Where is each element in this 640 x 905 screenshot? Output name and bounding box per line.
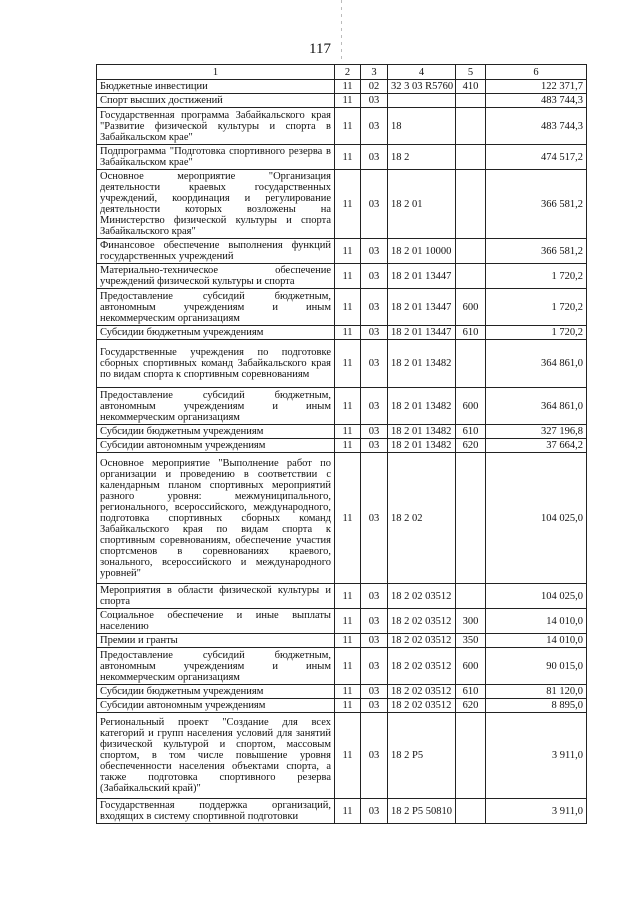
- row-target-code: 18 2 01 10000: [388, 239, 456, 264]
- row-target-code: 18 2 02 03512: [388, 685, 456, 699]
- row-name: Социальное обеспечение и иные выплаты населению: [97, 609, 335, 634]
- row-target-code: 18: [388, 108, 456, 145]
- row-name: Предоставление субсидий бюджетным, автономным учреждениям и иным некоммерческим организациям: [97, 388, 335, 425]
- table-body: [97, 65, 587, 824]
- header-cell: 4: [388, 65, 456, 80]
- header-cell: 1: [97, 65, 335, 80]
- row-amount: 483 744,3: [486, 94, 587, 108]
- table-row: [97, 108, 587, 145]
- row-section: 11: [335, 388, 361, 425]
- row-amount: 1 720,2: [486, 326, 587, 340]
- header-cell: 2: [335, 65, 361, 80]
- row-target-code: 18 2 01 13447: [388, 326, 456, 340]
- row-target-code: 18 2 02 03512: [388, 648, 456, 685]
- row-expense-type: [456, 264, 486, 289]
- row-subsection: 03: [361, 264, 388, 289]
- table-row: [97, 685, 587, 699]
- row-target-code: 18 2: [388, 145, 456, 170]
- header-cell: 3: [361, 65, 388, 80]
- row-expense-type: [456, 799, 486, 824]
- table-row: [97, 799, 587, 824]
- row-expense-type: 600: [456, 648, 486, 685]
- row-expense-type: 600: [456, 388, 486, 425]
- table-row: [97, 584, 587, 609]
- row-amount: 14 010,0: [486, 609, 587, 634]
- row-subsection: 03: [361, 713, 388, 799]
- row-name: Предоставление субсидий бюджетным, автономным учреждениям и иным некоммерческим организациям: [97, 648, 335, 685]
- row-name: Предоставление субсидий бюджетным, автономным учреждениям и иным некоммерческим организациям: [97, 289, 335, 326]
- row-amount: 1 720,2: [486, 264, 587, 289]
- row-expense-type: 350: [456, 634, 486, 648]
- table-row: [97, 326, 587, 340]
- row-expense-type: [456, 340, 486, 388]
- table-row: [97, 94, 587, 108]
- table-row: [97, 80, 587, 94]
- header-cell: 6: [486, 65, 587, 80]
- row-amount: 37 664,2: [486, 439, 587, 453]
- row-section: 11: [335, 439, 361, 453]
- table-row: [97, 699, 587, 713]
- row-section: 11: [335, 685, 361, 699]
- row-subsection: 03: [361, 584, 388, 609]
- row-section: 11: [335, 326, 361, 340]
- table-row: [97, 648, 587, 685]
- row-expense-type: 610: [456, 685, 486, 699]
- row-section: 11: [335, 609, 361, 634]
- row-name: Материально-техническое обеспечение учреждений физической культуры и спорта: [97, 264, 335, 289]
- row-section: 11: [335, 453, 361, 584]
- row-target-code: 18 2 02 03512: [388, 609, 456, 634]
- row-name: Бюджетные инвестиции: [97, 80, 335, 94]
- row-subsection: 03: [361, 145, 388, 170]
- row-section: 11: [335, 699, 361, 713]
- row-subsection: 03: [361, 453, 388, 584]
- row-amount: 8 895,0: [486, 699, 587, 713]
- row-name: Финансовое обеспечение выполнения функций государственных учреждений: [97, 239, 335, 264]
- row-expense-type: [456, 239, 486, 264]
- row-subsection: 03: [361, 388, 388, 425]
- row-target-code: 18 2 01 13482: [388, 388, 456, 425]
- row-target-code: 18 2 01 13447: [388, 264, 456, 289]
- row-section: 11: [335, 170, 361, 239]
- table-row: [97, 239, 587, 264]
- row-expense-type: 620: [456, 439, 486, 453]
- row-expense-type: [456, 170, 486, 239]
- header-cell: 5: [456, 65, 486, 80]
- row-subsection: 03: [361, 289, 388, 326]
- row-expense-type: [456, 584, 486, 609]
- row-target-code: 18 2 01: [388, 170, 456, 239]
- row-expense-type: 610: [456, 425, 486, 439]
- row-expense-type: [456, 108, 486, 145]
- row-subsection: 03: [361, 609, 388, 634]
- row-amount: 366 581,2: [486, 239, 587, 264]
- row-amount: 104 025,0: [486, 584, 587, 609]
- row-subsection: 03: [361, 425, 388, 439]
- row-subsection: 03: [361, 170, 388, 239]
- row-amount: 122 371,7: [486, 80, 587, 94]
- row-section: 11: [335, 713, 361, 799]
- row-expense-type: 610: [456, 326, 486, 340]
- row-name: Подпрограмма "Подготовка спортивного резерва в Забайкальском крае": [97, 145, 335, 170]
- row-target-code: 18 2 02 03512: [388, 584, 456, 609]
- row-name: Государственные учреждения по подготовке сборных спортивных команд Забайкальского края по видам спорта к спортивным соревнованиям: [97, 340, 335, 388]
- table-row: [97, 388, 587, 425]
- row-expense-type: 300: [456, 609, 486, 634]
- row-amount: 366 581,2: [486, 170, 587, 239]
- row-amount: 90 015,0: [486, 648, 587, 685]
- row-name: Субсидии бюджетным учреждениям: [97, 326, 335, 340]
- table-row: [97, 439, 587, 453]
- row-target-code: 18 2 02 03512: [388, 699, 456, 713]
- row-target-code: 18 2 P5: [388, 713, 456, 799]
- row-subsection: 03: [361, 685, 388, 699]
- table-row: [97, 713, 587, 799]
- row-section: 11: [335, 108, 361, 145]
- table-row: [97, 609, 587, 634]
- row-name: Основное мероприятие "Организация деятельности краевых государственных учреждений, координация и регулирование деятельности которых возложены на Министерство физической культуры и спорта Забайкальского края": [97, 170, 335, 239]
- row-expense-type: 600: [456, 289, 486, 326]
- row-target-code: 18 2 01 13447: [388, 289, 456, 326]
- row-name: Государственная программа Забайкальского края "Развитие физической культуры и спорта в Забайкальском крае": [97, 108, 335, 145]
- table-row: [97, 289, 587, 326]
- row-amount: 3 911,0: [486, 713, 587, 799]
- budget-table: [96, 64, 587, 824]
- row-target-code: 18 2 02: [388, 453, 456, 584]
- row-section: 11: [335, 340, 361, 388]
- row-amount: 81 120,0: [486, 685, 587, 699]
- row-subsection: 03: [361, 326, 388, 340]
- row-expense-type: [456, 145, 486, 170]
- row-section: 11: [335, 289, 361, 326]
- row-subsection: 03: [361, 799, 388, 824]
- row-amount: 327 196,8: [486, 425, 587, 439]
- row-amount: 364 861,0: [486, 388, 587, 425]
- row-subsection: 03: [361, 634, 388, 648]
- row-subsection: 03: [361, 699, 388, 713]
- row-target-code: 18 2 01 13482: [388, 340, 456, 388]
- row-name: Премии и гранты: [97, 634, 335, 648]
- row-name: Субсидии бюджетным учреждениям: [97, 425, 335, 439]
- row-target-code: 18 2 01 13482: [388, 439, 456, 453]
- row-target-code: 18 2 02 03512: [388, 634, 456, 648]
- table-row: [97, 145, 587, 170]
- table-row: [97, 340, 587, 388]
- row-amount: 483 744,3: [486, 108, 587, 145]
- row-subsection: 03: [361, 340, 388, 388]
- row-expense-type: [456, 453, 486, 584]
- row-target-code: 18 2 P5 50810: [388, 799, 456, 824]
- row-subsection: 03: [361, 648, 388, 685]
- row-subsection: 02: [361, 80, 388, 94]
- row-name: Субсидии автономным учреждениям: [97, 699, 335, 713]
- table-row: [97, 634, 587, 648]
- row-section: 11: [335, 264, 361, 289]
- table-row: [97, 264, 587, 289]
- row-amount: 1 720,2: [486, 289, 587, 326]
- row-name: Мероприятия в области физической культуры и спорта: [97, 584, 335, 609]
- row-name: Спорт высших достижений: [97, 94, 335, 108]
- row-subsection: 03: [361, 239, 388, 264]
- row-amount: 3 911,0: [486, 799, 587, 824]
- row-amount: 364 861,0: [486, 340, 587, 388]
- row-name: Государственная поддержка организаций, входящих в систему спортивной подготовки: [97, 799, 335, 824]
- row-section: 11: [335, 94, 361, 108]
- row-expense-type: 620: [456, 699, 486, 713]
- row-section: 11: [335, 584, 361, 609]
- row-subsection: 03: [361, 439, 388, 453]
- header-row: [97, 65, 587, 80]
- row-section: 11: [335, 648, 361, 685]
- row-expense-type: [456, 713, 486, 799]
- table-row: [97, 170, 587, 239]
- table-row: [97, 453, 587, 584]
- row-target-code: 18 2 01 13482: [388, 425, 456, 439]
- row-expense-type: 410: [456, 80, 486, 94]
- row-subsection: 03: [361, 94, 388, 108]
- row-section: 11: [335, 799, 361, 824]
- row-section: 11: [335, 80, 361, 94]
- row-amount: 474 517,2: [486, 145, 587, 170]
- page-number: 117: [309, 41, 331, 57]
- row-section: 11: [335, 425, 361, 439]
- row-name: Субсидии автономным учреждениям: [97, 439, 335, 453]
- table-row: [97, 425, 587, 439]
- row-target-code: 32 3 03 R5760: [388, 80, 456, 94]
- row-amount: 14 010,0: [486, 634, 587, 648]
- row-subsection: 03: [361, 108, 388, 145]
- row-section: 11: [335, 239, 361, 264]
- row-expense-type: [456, 94, 486, 108]
- row-section: 11: [335, 634, 361, 648]
- row-section: 11: [335, 145, 361, 170]
- row-name: Субсидии бюджетным учреждениям: [97, 685, 335, 699]
- row-name: Региональный проект "Создание для всех категорий и групп населения условий для занятий физической культурой и спортом, массовым спортом, в том числе повышение уровня обеспеченности населения объектами спорта, а также подготовка спортивного резерва (Забайкальский край)": [97, 713, 335, 799]
- row-target-code: [388, 94, 456, 108]
- row-name: Основное мероприятие "Выполнение работ по организации и проведению в соответствии с календарным планом спортивных мероприятий разного уровня: межмуниципального, регионального, всероссийского, международного, подготовка спортивных сборных команд Забайкальского края по видам спорта к спортивным соревнованиям, обеспечение участия спортсменов в соревнованиях краевого, зонального, всероссийского и международного уровней": [97, 453, 335, 584]
- row-amount: 104 025,0: [486, 453, 587, 584]
